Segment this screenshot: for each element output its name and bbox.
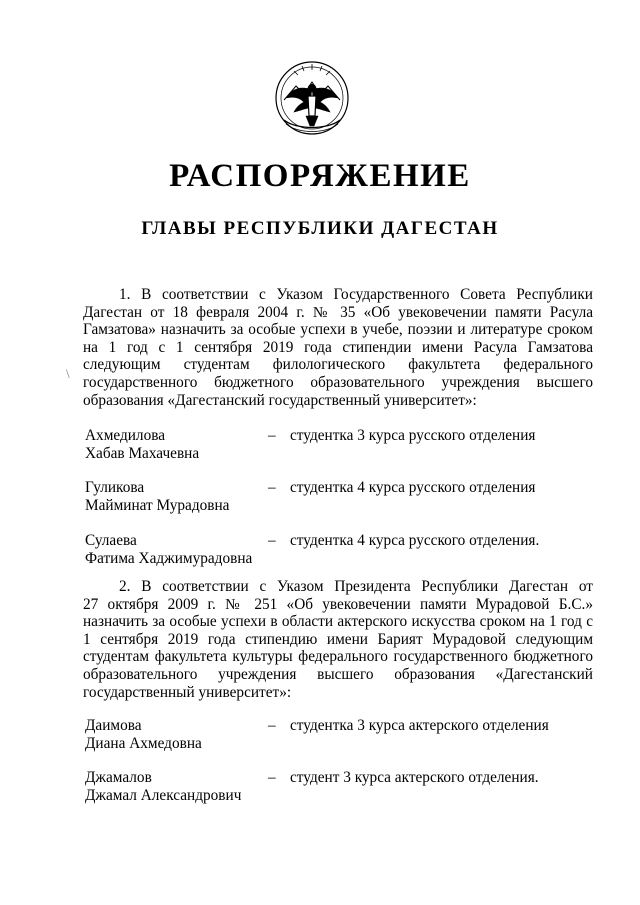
student-given-name: Диана Ахмедовна [85, 735, 202, 752]
student-description: студентка 3 курса актерского отделения [290, 717, 549, 734]
margin-mark: \ [66, 366, 70, 381]
student-given-name: Джамал Александрович [85, 787, 242, 804]
section-2-paragraph [83, 578, 593, 701]
dash-separator: – [268, 479, 276, 496]
student-given-name: Фатима Хаджимурадовна [85, 550, 253, 567]
paragraph-line: государственного бюджетного образовательного учреждения высшего [83, 373, 593, 391]
paragraph-line: студентам факультета культуры федерального государственного бюджетного [83, 648, 593, 666]
student-surname: Гуликова [85, 479, 145, 496]
student-given-name: Хабав Махачевна [85, 445, 200, 462]
paragraph-line: 1. В соответствии с Указом Государственного Совета Республики [119, 286, 593, 303]
document-subtitle: ГЛАВЫ РЕСПУБЛИКИ ДАГЕСТАН [141, 218, 499, 239]
paragraph-line: назначить за особые успехи в области актерского искусства сроком на 1 год с [83, 613, 593, 631]
document-title: РАСПОРЯЖЕНИЕ [169, 158, 471, 194]
student-description: студент 3 курса актерского отделения. [290, 769, 539, 786]
paragraph-line: образовательного учреждения высшего образования «Дагестанский [83, 665, 593, 683]
paragraph-line: на 1 год с 1 сентября 2019 года стипендии имени Расула Гамзатова [83, 338, 593, 356]
student-surname: Ахмедилова [85, 427, 166, 444]
paragraph-line: следующим студентам филологического факультета федерального [83, 356, 593, 374]
student-description: студентка 4 курса русского отделения. [290, 532, 540, 549]
paragraph-line: 1 сентября 2019 года стипендию имени Барият Мурадовой следующим [83, 630, 593, 648]
paragraph-line: Дагестан от 18 февраля 2004 г. № 35 «Об увековечении памяти Расула [83, 303, 593, 321]
student-surname: Сулаева [85, 532, 137, 549]
section-1-paragraph [83, 286, 593, 409]
dash-separator: – [268, 532, 276, 549]
student-surname: Даимова [85, 717, 142, 734]
dash-separator: – [268, 427, 276, 444]
paragraph-line: образования «Дагестанский государственный университет»: [83, 391, 477, 409]
student-surname: Джамалов [85, 769, 152, 786]
paragraph-line: 2. В соответствии с Указом Президента Республики Дагестан от [119, 578, 593, 595]
dash-separator: – [268, 769, 276, 786]
dash-separator: – [268, 717, 276, 734]
dagestan-coat-of-arms-icon [272, 56, 352, 142]
paragraph-line: 27 октября 2009 г. № 251 «Об увековечении памяти Мурадовой Б.С.» [83, 595, 593, 613]
paragraph-line: государственный университет»: [83, 683, 292, 701]
student-description: студентка 3 курса русского отделения [290, 427, 536, 444]
student-description: студентка 4 курса русского отделения [290, 479, 536, 496]
paragraph-line: Гамзатова» назначить за особые успехи в учебе, поэзии и литературе сроком [83, 321, 593, 339]
student-given-name: Майминат Мурадовна [85, 497, 230, 514]
